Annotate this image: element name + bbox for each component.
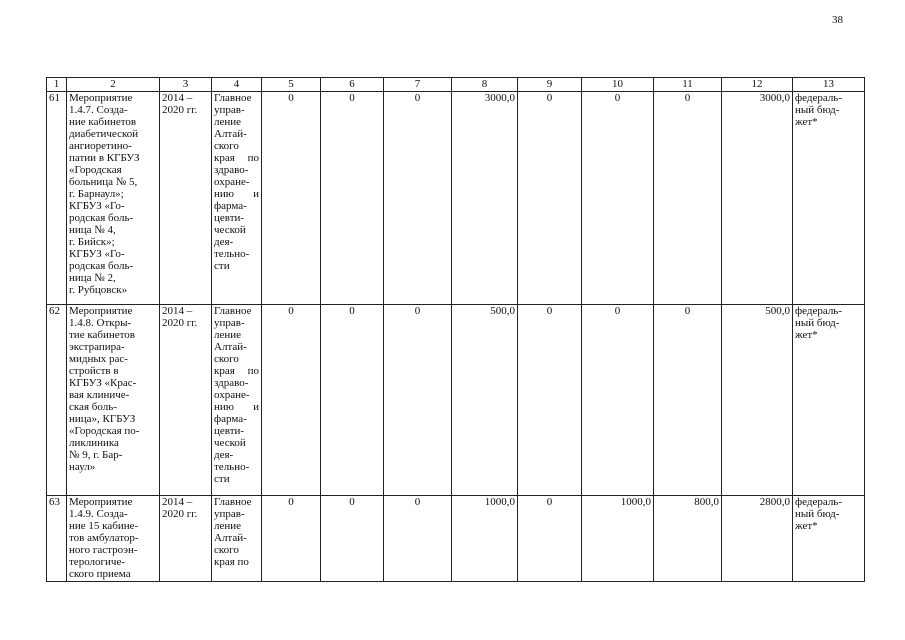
measure-cell: Мероприятие 1.4.9. Созда- ние 15 кабине- тов амбулатор- ного гастроэн- терологиче- ского приема (67, 496, 160, 582)
funding-source-cell: федераль- ный бюд- жет* (793, 305, 865, 496)
table-row (47, 92, 865, 305)
table-row (47, 305, 865, 496)
header-cell: 9 (518, 78, 582, 92)
header-cell: 1 (47, 78, 67, 92)
value-cell: 0 (518, 92, 582, 305)
value-cell: 0 (654, 305, 722, 496)
header-cell: 5 (262, 78, 321, 92)
header-cell: 3 (160, 78, 212, 92)
funding-source-cell: федераль- ный бюд- жет* (793, 496, 865, 582)
header-cell: 12 (722, 78, 793, 92)
value-cell: 0 (262, 305, 321, 496)
row-number: 61 (47, 92, 67, 305)
funding-source-cell: федераль- ный бюд- жет* (793, 92, 865, 305)
value-cell: 0 (321, 305, 384, 496)
value-cell: 0 (654, 92, 722, 305)
header-cell: 2 (67, 78, 160, 92)
value-cell: 800,0 (654, 496, 722, 582)
executor-cell: Главное управ- ление Алтай- ского края по (212, 496, 262, 582)
header-cell: 7 (384, 78, 452, 92)
row-number: 63 (47, 496, 67, 582)
value-cell: 0 (384, 496, 452, 582)
row-number: 62 (47, 305, 67, 496)
value-cell: 0 (262, 92, 321, 305)
header-cell: 4 (212, 78, 262, 92)
measure-cell: Мероприятие 1.4.7. Созда- ние кабинетов диабетической ангиоретино- патии в КГБУЗ «Городская больница № 5, г. Барнаул»; КГБУЗ «Го- родская боль- ница № 4, г. Бийск»; КГБУЗ «Го- родская боль- ница № 2, г. Рубцовск» (67, 92, 160, 305)
value-cell: 500,0 (452, 305, 518, 496)
period-cell: 2014 – 2020 гг. (160, 92, 212, 305)
total-cell: 500,0 (722, 305, 793, 496)
total-cell: 2800,0 (722, 496, 793, 582)
value-cell: 3000,0 (452, 92, 518, 305)
header-row (47, 78, 865, 92)
executor-cell: Главное управ- ление Алтай- ского края по здраво- охране- нию и фарма- цевти- ческой дея- тельно- сти (212, 92, 262, 305)
value-cell: 0 (582, 92, 654, 305)
value-cell: 0 (321, 92, 384, 305)
value-cell: 1000,0 (582, 496, 654, 582)
value-cell: 0 (321, 496, 384, 582)
period-cell: 2014 – 2020 гг. (160, 305, 212, 496)
header-cell: 6 (321, 78, 384, 92)
table-row (47, 496, 865, 582)
value-cell: 0 (262, 496, 321, 582)
measure-cell: Мероприятие 1.4.8. Откры- тие кабинетов экстрапира- мидных рас- стройств в КГБУЗ «Крас- вая клиниче- ская боль- ница», КГБУЗ «Городская по- ликлиника № 9, г. Бар- наул» (67, 305, 160, 496)
header-cell: 10 (582, 78, 654, 92)
header-cell: 8 (452, 78, 518, 92)
budget-table (46, 77, 865, 582)
value-cell: 0 (582, 305, 654, 496)
value-cell: 0 (384, 92, 452, 305)
page-number: 38 (832, 14, 843, 26)
value-cell: 0 (518, 496, 582, 582)
header-cell: 11 (654, 78, 722, 92)
executor-cell: Главное управ- ление Алтай- ского края по здраво- охране- нию и фарма- цевти- ческой дея- тельно- сти (212, 305, 262, 496)
period-cell: 2014 – 2020 гг. (160, 496, 212, 582)
value-cell: 1000,0 (452, 496, 518, 582)
header-cell: 13 (793, 78, 865, 92)
value-cell: 0 (518, 305, 582, 496)
total-cell: 3000,0 (722, 92, 793, 305)
value-cell: 0 (384, 305, 452, 496)
